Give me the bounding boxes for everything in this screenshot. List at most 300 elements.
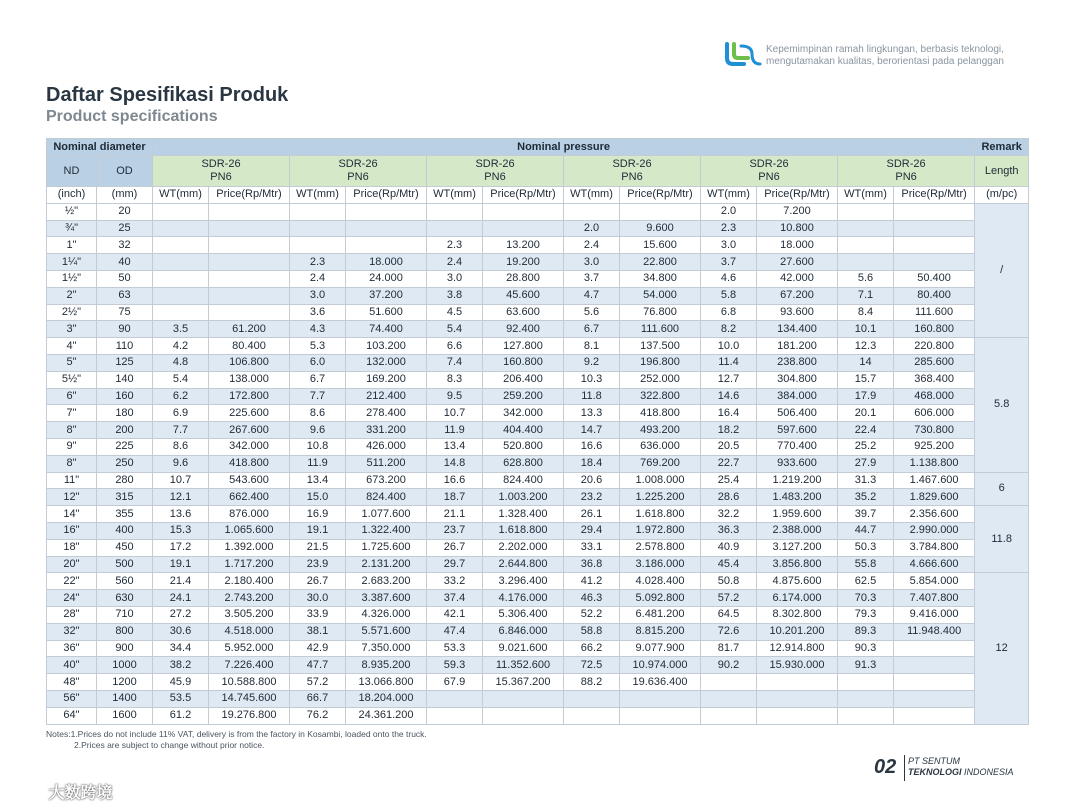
- cell-price: 770.400: [757, 438, 838, 455]
- cell-wt: 37.4: [427, 590, 483, 607]
- cell-wt: 8.4: [838, 304, 894, 321]
- company-rest: INDONESIA: [961, 767, 1014, 777]
- cell-wt: 45.4: [701, 556, 757, 573]
- cell-od: 180: [97, 405, 153, 422]
- cell-price: 1.829.600: [894, 489, 975, 506]
- cell-price: 160.800: [483, 354, 564, 371]
- cell-price: 5.571.600: [346, 623, 427, 640]
- cell-price: 520.800: [483, 438, 564, 455]
- unit-price: Price(Rp/Mtr): [209, 187, 290, 204]
- cell-price: 63.600: [483, 304, 564, 321]
- unit-wt: WT(mm): [427, 187, 483, 204]
- cell-wt: 28.6: [701, 489, 757, 506]
- cell-wt: 2.3: [427, 237, 483, 254]
- cell-wt: 3.0: [564, 254, 620, 271]
- cell-wt: [153, 254, 209, 271]
- cell-wt: 66.7: [290, 690, 346, 707]
- cell-price: 662.400: [209, 489, 290, 506]
- cell-wt: 14.7: [564, 422, 620, 439]
- cell-price: 6.481.200: [620, 606, 701, 623]
- cell-wt: [564, 690, 620, 707]
- cell-wt: 58.8: [564, 623, 620, 640]
- cell-wt: 10.8: [290, 438, 346, 455]
- cell-wt: [564, 203, 620, 220]
- cell-price: 511.200: [346, 455, 427, 472]
- cell-price: 238.800: [757, 354, 838, 371]
- cell-wt: 20.6: [564, 472, 620, 489]
- sdr-label: SDR-26: [201, 158, 241, 170]
- cell-price: 28.800: [483, 270, 564, 287]
- cell-wt: 2.3: [701, 220, 757, 237]
- cell-price: 4.666.600: [894, 556, 975, 573]
- spec-table: [46, 138, 1029, 725]
- cell-price: [894, 203, 975, 220]
- cell-wt: 47.7: [290, 657, 346, 674]
- cell-wt: [153, 203, 209, 220]
- cell-od: 20: [97, 203, 153, 220]
- cell-price: 111.600: [620, 321, 701, 338]
- cell-price: 1.008.000: [620, 472, 701, 489]
- cell-wt: 26.1: [564, 506, 620, 523]
- cell-nd: 56": [47, 690, 97, 707]
- cell-wt: 7.4: [427, 354, 483, 371]
- cell-wt: [153, 270, 209, 287]
- company-line-1: PT SENTUM: [908, 756, 961, 766]
- cell-wt: 6.9: [153, 405, 209, 422]
- cell-price: 1.618.800: [483, 522, 564, 539]
- cell-price: 278.400: [346, 405, 427, 422]
- cell-nd: 48": [47, 674, 97, 691]
- cell-wt: 3.7: [564, 270, 620, 287]
- cell-wt: 4.8: [153, 354, 209, 371]
- table-row: [47, 438, 1029, 455]
- cell-price: 160.800: [894, 321, 975, 338]
- sdr-label: SDR-26: [338, 158, 378, 170]
- cell-price: 19.636.400: [620, 674, 701, 691]
- cell-price: 92.400: [483, 321, 564, 338]
- units-row: [47, 187, 1029, 204]
- table-row: [47, 590, 1029, 607]
- cell-od: 75: [97, 304, 153, 321]
- cell-wt: 10.7: [427, 405, 483, 422]
- cell-nd: 18": [47, 539, 97, 556]
- cell-price: 51.600: [346, 304, 427, 321]
- table-row: [47, 657, 1029, 674]
- cell-wt: [153, 287, 209, 304]
- cell-price: 2.180.400: [209, 573, 290, 590]
- cell-wt: 62.5: [838, 573, 894, 590]
- cell-wt: [838, 707, 894, 724]
- cell-wt: 15.7: [838, 371, 894, 388]
- cell-price: 8.815.200: [620, 623, 701, 640]
- cell-wt: 14.8: [427, 455, 483, 472]
- table-row: [47, 304, 1029, 321]
- table-row: [47, 472, 1029, 489]
- cell-wt: 10.1: [838, 321, 894, 338]
- cell-nd: 20": [47, 556, 97, 573]
- cell-wt: 17.9: [838, 388, 894, 405]
- cell-price: 19.276.800: [209, 707, 290, 724]
- cell-wt: 26.7: [290, 573, 346, 590]
- cell-price: [346, 203, 427, 220]
- table-row: [47, 573, 1029, 590]
- cell-wt: 16.4: [701, 405, 757, 422]
- cell-price: 876.000: [209, 506, 290, 523]
- cell-wt: 27.9: [838, 455, 894, 472]
- cell-price: [894, 707, 975, 724]
- cell-nd: 1¼": [47, 254, 97, 271]
- cell-wt: 19.1: [290, 522, 346, 539]
- cell-price: 67.200: [757, 287, 838, 304]
- cell-od: 400: [97, 522, 153, 539]
- cell-price: 8.302.800: [757, 606, 838, 623]
- cell-nd: 8": [47, 422, 97, 439]
- cell-price: 606.000: [894, 405, 975, 422]
- cell-price: 132.000: [346, 354, 427, 371]
- cell-price: 342.000: [483, 405, 564, 422]
- table-row: [47, 556, 1029, 573]
- cell-wt: 67.9: [427, 674, 483, 691]
- cell-od: 250: [97, 455, 153, 472]
- cell-od: 560: [97, 573, 153, 590]
- cell-od: 1200: [97, 674, 153, 691]
- cell-price: 4.875.600: [757, 573, 838, 590]
- cell-price: 181.200: [757, 338, 838, 355]
- cell-price: 1.392.000: [209, 539, 290, 556]
- cell-price: 4.176.000: [483, 590, 564, 607]
- cell-price: 54.000: [620, 287, 701, 304]
- cell-wt: 2.4: [290, 270, 346, 287]
- cell-wt: 50.8: [701, 573, 757, 590]
- table-row: [47, 254, 1029, 271]
- cell-wt: 90.3: [838, 640, 894, 657]
- cell-price: [757, 707, 838, 724]
- cell-nd: 14": [47, 506, 97, 523]
- pn-label: PN6: [484, 171, 506, 183]
- cell-price: [894, 674, 975, 691]
- cell-wt: 64.5: [701, 606, 757, 623]
- cell-price: 2.644.800: [483, 556, 564, 573]
- cell-length-remark: /: [975, 203, 1029, 337]
- cell-price: 673.200: [346, 472, 427, 489]
- cell-wt: [153, 220, 209, 237]
- unit-price: Price(Rp/Mtr): [757, 187, 838, 204]
- cell-price: [346, 220, 427, 237]
- cell-wt: 2.4: [564, 237, 620, 254]
- cell-wt: 10.0: [701, 338, 757, 355]
- table-row: [47, 388, 1029, 405]
- page-number: 02: [874, 756, 897, 778]
- cell-price: 304.800: [757, 371, 838, 388]
- cell-price: 1.065.600: [209, 522, 290, 539]
- cell-nd: 1½": [47, 270, 97, 287]
- company-name: [908, 756, 1014, 778]
- cell-price: 37.200: [346, 287, 427, 304]
- cell-price: [620, 707, 701, 724]
- cell-wt: 16.6: [427, 472, 483, 489]
- cell-wt: 8.3: [427, 371, 483, 388]
- header-pressure-class: [290, 156, 427, 187]
- cell-wt: 5.3: [290, 338, 346, 355]
- cell-wt: 10.7: [153, 472, 209, 489]
- cell-price: 285.600: [894, 354, 975, 371]
- company-tagline: [766, 44, 1004, 68]
- cell-od: 900: [97, 640, 153, 657]
- header-nd: ND: [47, 156, 97, 187]
- cell-wt: 20.1: [838, 405, 894, 422]
- cell-price: 2.388.000: [757, 522, 838, 539]
- cell-wt: 29.7: [427, 556, 483, 573]
- cell-wt: 18.7: [427, 489, 483, 506]
- cell-wt: 7.7: [153, 422, 209, 439]
- cell-wt: 36.8: [564, 556, 620, 573]
- cell-wt: [290, 203, 346, 220]
- unit-od: (mm): [97, 187, 153, 204]
- cell-price: 3.505.200: [209, 606, 290, 623]
- cell-wt: [838, 203, 894, 220]
- cell-od: 125: [97, 354, 153, 371]
- table-row: [47, 371, 1029, 388]
- cell-nd: 64": [47, 707, 97, 724]
- company-line-2: [908, 767, 1014, 778]
- note-1: Notes:1.Prices do not include 11% VAT, delivery is from the factory in Kosambi, loaded onto the truck.: [46, 729, 427, 739]
- cell-price: 2.202.000: [483, 539, 564, 556]
- cell-price: 824.400: [483, 472, 564, 489]
- table-row: [47, 674, 1029, 691]
- cell-nd: 28": [47, 606, 97, 623]
- cell-wt: 3.0: [427, 270, 483, 287]
- cell-wt: [290, 237, 346, 254]
- cell-wt: 21.4: [153, 573, 209, 590]
- cell-wt: 3.7: [701, 254, 757, 271]
- cell-nd: ¾": [47, 220, 97, 237]
- cell-price: 206.400: [483, 371, 564, 388]
- cell-wt: 3.5: [153, 321, 209, 338]
- company-bold: TEKNOLOGI: [908, 767, 962, 777]
- cell-wt: 38.1: [290, 623, 346, 640]
- cell-price: [757, 690, 838, 707]
- cell-wt: 32.2: [701, 506, 757, 523]
- cell-wt: 16.6: [564, 438, 620, 455]
- page-subtitle: Product specifications: [46, 108, 218, 125]
- cell-wt: 42.9: [290, 640, 346, 657]
- cell-price: 4.518.000: [209, 623, 290, 640]
- cell-wt: 5.8: [701, 287, 757, 304]
- cell-wt: 53.5: [153, 690, 209, 707]
- table-row: [47, 405, 1029, 422]
- cell-wt: 53.3: [427, 640, 483, 657]
- cell-price: [894, 640, 975, 657]
- cell-wt: 3.6: [290, 304, 346, 321]
- cell-wt: 14.6: [701, 388, 757, 405]
- cell-wt: 31.3: [838, 472, 894, 489]
- cell-price: 331.200: [346, 422, 427, 439]
- cell-price: 50.400: [894, 270, 975, 287]
- cell-price: 11.948.400: [894, 623, 975, 640]
- cell-price: 730.800: [894, 422, 975, 439]
- cell-od: 63: [97, 287, 153, 304]
- cell-wt: 10.3: [564, 371, 620, 388]
- cell-price: 342.000: [209, 438, 290, 455]
- cell-wt: 5.4: [427, 321, 483, 338]
- cell-nd: 7": [47, 405, 97, 422]
- cell-od: 355: [97, 506, 153, 523]
- unit-price: Price(Rp/Mtr): [620, 187, 701, 204]
- table-row: [47, 220, 1029, 237]
- pn-label: PN6: [895, 171, 917, 183]
- unit-wt: WT(mm): [838, 187, 894, 204]
- cell-price: 468.000: [894, 388, 975, 405]
- pn-label: PN6: [758, 171, 780, 183]
- cell-price: 2.356.600: [894, 506, 975, 523]
- cell-price: 14.745.600: [209, 690, 290, 707]
- cell-wt: 33.2: [427, 573, 483, 590]
- unit-price: Price(Rp/Mtr): [483, 187, 564, 204]
- cell-wt: 8.2: [701, 321, 757, 338]
- cell-price: 15.930.000: [757, 657, 838, 674]
- cell-od: 500: [97, 556, 153, 573]
- cell-price: 933.600: [757, 455, 838, 472]
- table-row: [47, 522, 1029, 539]
- cell-wt: 8.6: [290, 405, 346, 422]
- cell-wt: 13.4: [290, 472, 346, 489]
- cell-price: 74.400: [346, 321, 427, 338]
- cell-price: 22.800: [620, 254, 701, 271]
- cell-nd: 11": [47, 472, 97, 489]
- cell-wt: 13.3: [564, 405, 620, 422]
- sdr-label: SDR-26: [749, 158, 789, 170]
- cell-wt: 7.1: [838, 287, 894, 304]
- cell-wt: 2.0: [564, 220, 620, 237]
- cell-price: 80.400: [209, 338, 290, 355]
- cell-price: 2.131.200: [346, 556, 427, 573]
- cell-wt: 23.9: [290, 556, 346, 573]
- cell-wt: [838, 237, 894, 254]
- cell-wt: 2.4: [427, 254, 483, 271]
- cell-price: 2.683.200: [346, 573, 427, 590]
- sdr-label: SDR-26: [886, 158, 926, 170]
- cell-nd: 24": [47, 590, 97, 607]
- cell-wt: 26.7: [427, 539, 483, 556]
- cell-wt: 4.6: [701, 270, 757, 287]
- cell-price: 76.800: [620, 304, 701, 321]
- watermark-logo-icon: [10, 784, 44, 804]
- cell-price: 42.000: [757, 270, 838, 287]
- cell-price: 12.914.800: [757, 640, 838, 657]
- cell-nd: 5½": [47, 371, 97, 388]
- cell-od: 200: [97, 422, 153, 439]
- table-row: [47, 707, 1029, 724]
- cell-nd: 36": [47, 640, 97, 657]
- cell-price: [757, 674, 838, 691]
- cell-wt: 11.9: [290, 455, 346, 472]
- cell-wt: [838, 690, 894, 707]
- company-logo-icon: [724, 42, 762, 68]
- cell-od: 160: [97, 388, 153, 405]
- cell-price: [894, 237, 975, 254]
- cell-price: 137.500: [620, 338, 701, 355]
- cell-price: 7.407.800: [894, 590, 975, 607]
- cell-wt: 33.9: [290, 606, 346, 623]
- cell-wt: 21.5: [290, 539, 346, 556]
- cell-price: 6.174.000: [757, 590, 838, 607]
- cell-price: 3.856.800: [757, 556, 838, 573]
- header-pressure-class: [153, 156, 290, 187]
- cell-od: 110: [97, 338, 153, 355]
- table-row: [47, 270, 1029, 287]
- cell-price: 267.600: [209, 422, 290, 439]
- cell-price: 426.000: [346, 438, 427, 455]
- cell-price: 111.600: [894, 304, 975, 321]
- cell-wt: 20.5: [701, 438, 757, 455]
- cell-nd: 5": [47, 354, 97, 371]
- cell-wt: 3.0: [290, 287, 346, 304]
- cell-price: [620, 690, 701, 707]
- unit-wt: WT(mm): [153, 187, 209, 204]
- cell-price: 543.600: [209, 472, 290, 489]
- cell-price: 7.200: [757, 203, 838, 220]
- unit-wt: WT(mm): [701, 187, 757, 204]
- watermark: [10, 780, 112, 804]
- cell-nd: 12": [47, 489, 97, 506]
- cell-nd: 6": [47, 388, 97, 405]
- cell-price: 9.600: [620, 220, 701, 237]
- page-title: Daftar Spesifikasi Produk: [46, 84, 289, 106]
- pn-label: PN6: [621, 171, 643, 183]
- cell-wt: 66.2: [564, 640, 620, 657]
- cell-price: 925.200: [894, 438, 975, 455]
- cell-wt: 57.2: [290, 674, 346, 691]
- cell-wt: 29.4: [564, 522, 620, 539]
- cell-wt: 47.4: [427, 623, 483, 640]
- cell-price: 220.800: [894, 338, 975, 355]
- cell-wt: 15.3: [153, 522, 209, 539]
- cell-price: 212.400: [346, 388, 427, 405]
- cell-wt: 21.1: [427, 506, 483, 523]
- cell-wt: 23.7: [427, 522, 483, 539]
- cell-wt: 7.7: [290, 388, 346, 405]
- cell-wt: 91.3: [838, 657, 894, 674]
- cell-wt: 76.2: [290, 707, 346, 724]
- sdr-label: SDR-26: [475, 158, 515, 170]
- cell-price: 1.972.800: [620, 522, 701, 539]
- cell-wt: 9.2: [564, 354, 620, 371]
- cell-price: 138.000: [209, 371, 290, 388]
- cell-wt: 42.1: [427, 606, 483, 623]
- cell-price: 4.326.000: [346, 606, 427, 623]
- cell-wt: 12.1: [153, 489, 209, 506]
- unit-wt: WT(mm): [290, 187, 346, 204]
- cell-wt: 4.3: [290, 321, 346, 338]
- cell-wt: 3.8: [427, 287, 483, 304]
- cell-wt: 13.4: [427, 438, 483, 455]
- cell-od: 225: [97, 438, 153, 455]
- cell-price: 10.974.000: [620, 657, 701, 674]
- cell-price: [894, 690, 975, 707]
- cell-price: 10.588.800: [209, 674, 290, 691]
- cell-price: 3.186.000: [620, 556, 701, 573]
- cell-price: 824.400: [346, 489, 427, 506]
- spec-table-body: [47, 203, 1029, 724]
- cell-price: 5.306.400: [483, 606, 564, 623]
- cell-wt: 14: [838, 354, 894, 371]
- cell-wt: 19.1: [153, 556, 209, 573]
- cell-wt: [838, 674, 894, 691]
- cell-price: 80.400: [894, 287, 975, 304]
- cell-length-remark: 11.8: [975, 506, 1029, 573]
- cell-price: 7.350.000: [346, 640, 427, 657]
- cell-nd: 4": [47, 338, 97, 355]
